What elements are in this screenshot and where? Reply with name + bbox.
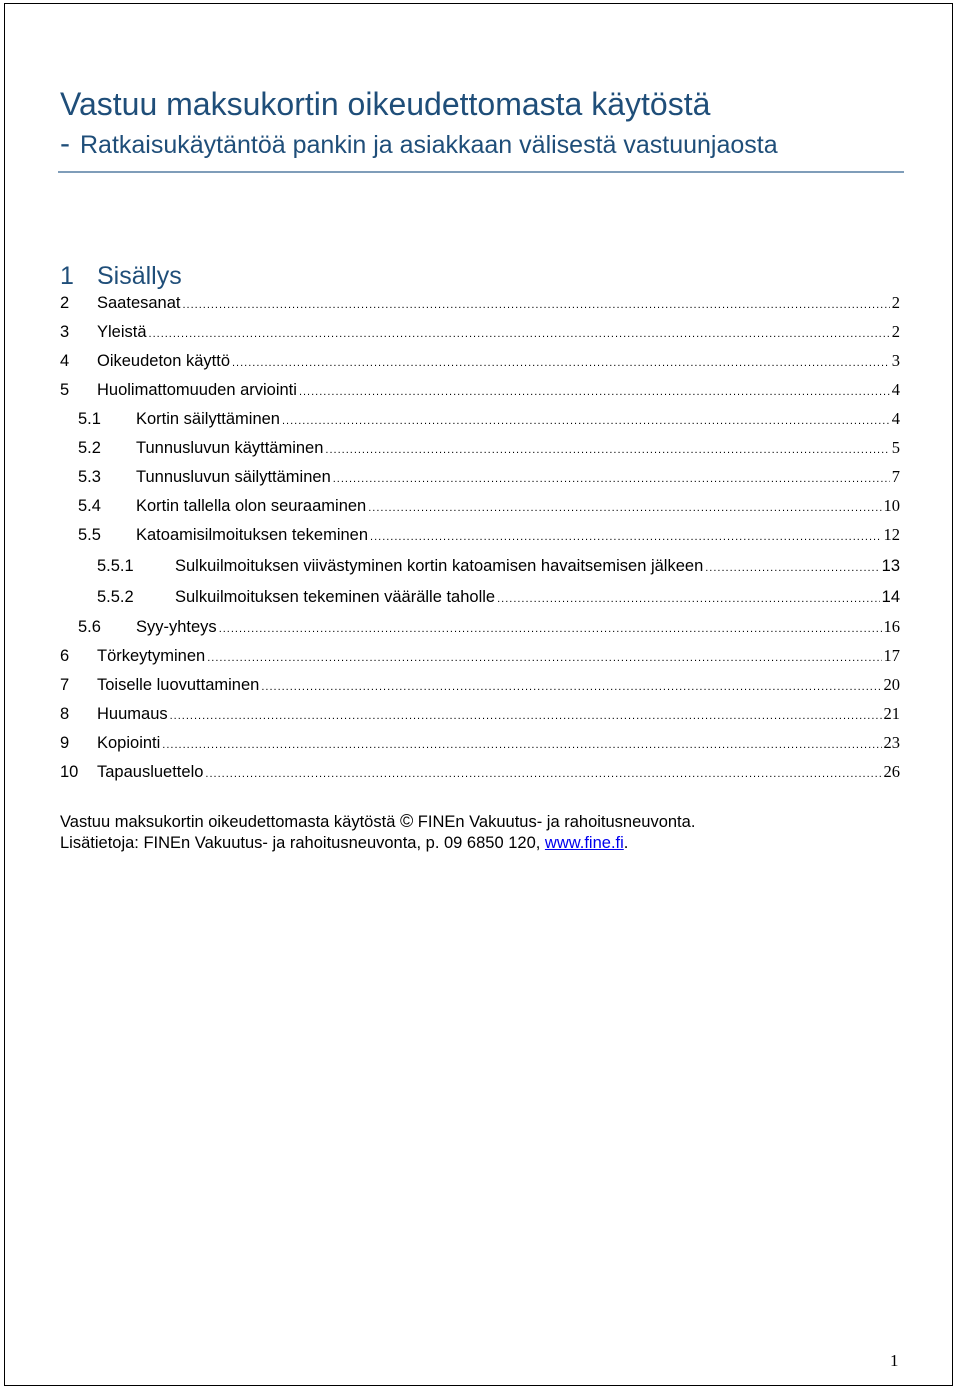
document-footer	[60, 811, 695, 854]
toc-entry-sulkuilmoituksen-tekeminen-vaaralle[interactable]	[97, 587, 900, 607]
toc-entry-huolimattomuuden-arviointi[interactable]	[60, 380, 900, 400]
toc-entry-yleista[interactable]	[60, 322, 900, 342]
toc-entry-number: 4	[60, 352, 70, 370]
toc-entry-label: Tapausluettelo	[97, 763, 204, 781]
contact-line	[60, 833, 695, 854]
toc-leader-dots	[325, 440, 889, 460]
toc-entry-kortin-sailyttaminen[interactable]	[78, 409, 900, 429]
toc-entry-page: 13	[881, 557, 900, 575]
toc-leader-dots	[282, 411, 890, 431]
contact-period: .	[623, 834, 629, 852]
toc-entry-number: 8	[60, 705, 70, 723]
toc-entry-label: Toiselle luovuttaminen	[97, 676, 260, 694]
toc-leader-dots	[205, 764, 881, 784]
toc-leader-dots	[149, 324, 890, 344]
toc-entry-page: 10	[883, 496, 900, 515]
toc-leader-dots	[162, 735, 881, 755]
toc-heading-number: 1	[60, 262, 74, 290]
toc-entry-label: Syy-yhteys	[136, 618, 217, 636]
toc-entry-label: Huumaus	[97, 705, 168, 723]
toc-entry-label: Sulkuilmoituksen tekeminen väärälle taholle	[175, 588, 496, 606]
toc-leader-dots	[370, 527, 881, 547]
toc-heading-label: Sisällys	[97, 262, 182, 290]
toc-entry-number: 5	[60, 381, 70, 399]
toc-leader-dots	[182, 295, 889, 315]
toc-entry-label: Oikeudeton käyttö	[97, 352, 230, 370]
toc-leader-dots	[368, 498, 881, 518]
website-link[interactable]: www.fine.fi	[544, 834, 624, 852]
toc-entry-kortin-tallella-olon-seuraaminen[interactable]	[78, 496, 900, 516]
toc-entry-number: 5.3	[78, 468, 101, 486]
toc-leader-dots	[705, 558, 879, 578]
toc-entry-number: 5.5.1	[97, 557, 134, 575]
toc-entry-kopiointi[interactable]	[60, 733, 900, 753]
toc-entry-tapausluettelo[interactable]	[60, 762, 900, 782]
toc-leader-dots	[261, 677, 881, 697]
toc-entry-katoamisilmoituksen-tekeminen[interactable]	[78, 525, 900, 545]
toc-entry-tunnusluvun-kayttaminen[interactable]	[78, 438, 900, 458]
toc-heading	[60, 260, 182, 292]
toc-entry-label: Sulkuilmoituksen viivästyminen kortin katoamisen havaitsemisen jälkeen	[175, 557, 704, 575]
toc-entry-label: Yleistä	[97, 323, 147, 341]
title-divider	[58, 171, 904, 173]
copyright-owner: FINEn Vakuutus- ja rahoitusneuvonta.	[413, 813, 696, 831]
toc-entry-label: Tunnusluvun säilyttäminen	[136, 468, 331, 486]
toc-entry-page: 5	[891, 438, 900, 457]
toc-entry-page: 2	[891, 322, 900, 341]
toc-entry-label: Tunnusluvun käyttäminen	[136, 439, 324, 457]
toc-entry-huumaus[interactable]	[60, 704, 900, 724]
toc-entry-page: 23	[883, 733, 900, 752]
toc-leader-dots	[232, 353, 890, 373]
toc-entry-oikeudeton-kaytto[interactable]	[60, 351, 900, 371]
toc-entry-number: 5.1	[78, 410, 101, 428]
toc-entry-number: 9	[60, 734, 70, 752]
toc-entry-page: 7	[891, 467, 900, 486]
toc-entry-number: 5.4	[78, 497, 101, 515]
toc-entry-page: 20	[883, 675, 900, 694]
toc-entry-number: 5.2	[78, 439, 101, 457]
toc-entry-tunnusluvun-sailyttaminen[interactable]	[78, 467, 900, 487]
toc-entry-number: 2	[60, 294, 70, 312]
toc-entry-torkeytyminen[interactable]	[60, 646, 900, 666]
toc-entry-number: 6	[60, 647, 70, 665]
contact-text: Lisätietoja: FINEn Vakuutus- ja rahoitusneuvonta, p. 09 6850 120,	[60, 834, 545, 852]
toc-entry-page: 4	[891, 409, 900, 428]
toc-entry-label: Kopiointi	[97, 734, 161, 752]
subtitle-dash: -	[60, 127, 70, 160]
copyright-line	[60, 811, 695, 833]
document-subtitle	[60, 128, 778, 161]
toc-entry-number: 5.5.2	[97, 588, 134, 606]
toc-entry-label: Katoamisilmoituksen tekeminen	[136, 526, 369, 544]
toc-entry-label: Kortin tallella olon seuraaminen	[136, 497, 367, 515]
toc-entry-page: 3	[891, 351, 900, 370]
toc-entry-label: Saatesanat	[97, 294, 181, 312]
toc-entry-page: 2	[891, 293, 900, 312]
toc-entry-page: 26	[883, 762, 900, 781]
document-title: Vastuu maksukortin oikeudettomasta käytöstä	[60, 86, 711, 122]
toc-entry-page: 16	[883, 617, 900, 636]
toc-entry-label: Huolimattomuuden arviointi	[97, 381, 297, 399]
toc-entry-number: 10	[60, 763, 79, 781]
toc-leader-dots	[333, 469, 890, 489]
toc-entry-syy-yhteys[interactable]	[78, 617, 900, 637]
toc-leader-dots	[207, 648, 881, 668]
copyright-icon: ©	[399, 811, 414, 831]
toc-entry-saatesanat[interactable]	[60, 293, 900, 313]
toc-leader-dots	[170, 706, 882, 726]
toc-entry-page: 12	[883, 525, 900, 544]
toc-entry-number: 5.6	[78, 618, 101, 636]
toc-entry-page: 14	[881, 588, 900, 606]
toc-entry-number: 5.5	[78, 526, 101, 544]
subtitle-text: Ratkaisukäytäntöä pankin ja asiakkaan välisestä vastuunjaosta	[80, 131, 778, 159]
toc-entry-page: 21	[883, 704, 900, 723]
toc-entry-page: 4	[891, 380, 900, 399]
toc-leader-dots	[219, 619, 882, 639]
page-number: 1	[890, 1351, 899, 1370]
toc-entry-number: 7	[60, 676, 70, 694]
toc-entry-number: 3	[60, 323, 70, 341]
toc-entry-label: Törkeytyminen	[97, 647, 206, 665]
copyright-text: Vastuu maksukortin oikeudettomasta käytöstä	[60, 813, 400, 831]
toc-entry-page: 17	[883, 646, 900, 665]
toc-entry-sulkuilmoituksen-viivastyminen[interactable]	[97, 556, 900, 576]
toc-entry-toiselle-luovuttaminen[interactable]	[60, 675, 900, 695]
toc-leader-dots	[497, 589, 880, 609]
toc-leader-dots	[299, 382, 890, 402]
toc-entry-label: Kortin säilyttäminen	[136, 410, 280, 428]
